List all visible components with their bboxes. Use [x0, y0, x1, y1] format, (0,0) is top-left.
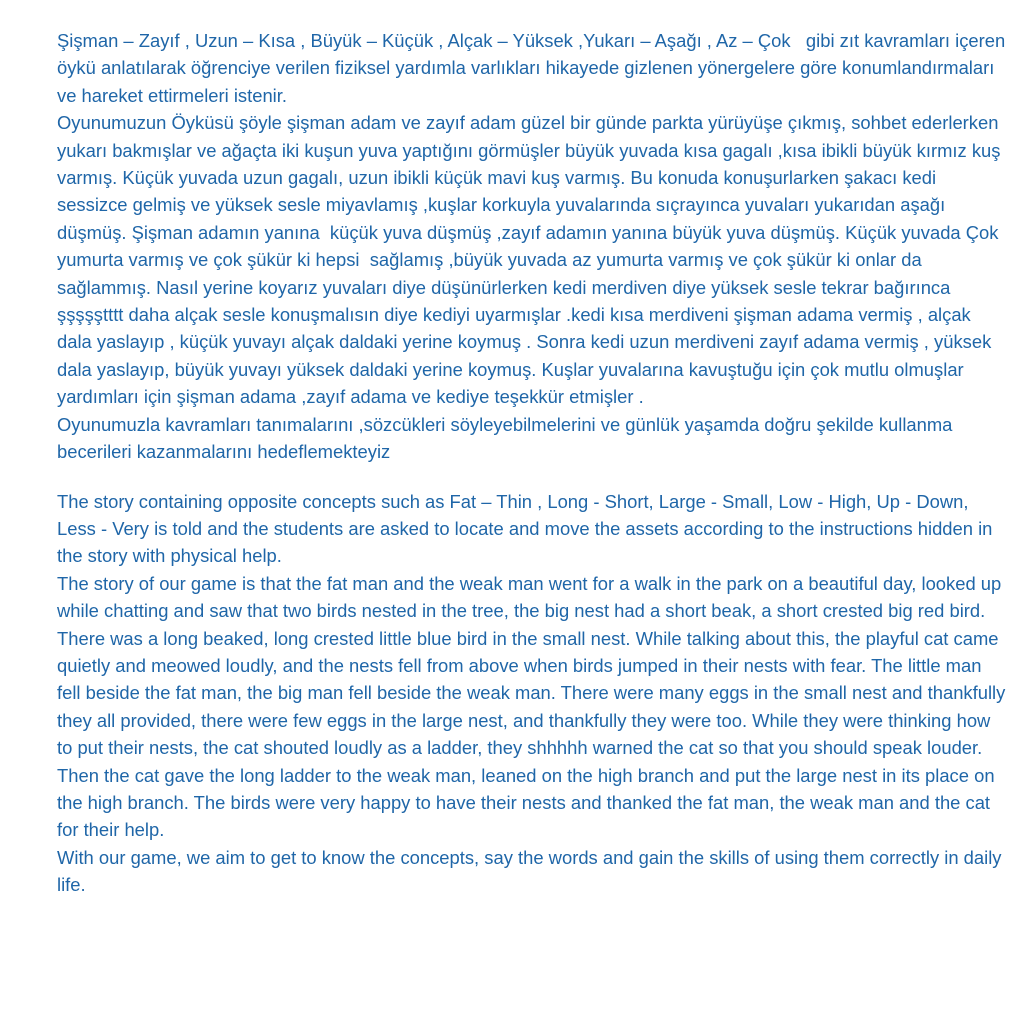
turkish-story-paragraph: Oyunumuzun Öyküsü şöyle şişman adam ve zayıf adam güzel bir günde parkta yürüyüşe çıkmış, sohbet ederlerken yukarı bakmışlar ve ağaçta iki kuşun yuva yaptığını görmüşler büyük yuvada kısa gagalı ,kısa ibikli büyük kırmız kuş varmış. Küçük yuvada uzun gagalı, uzun ibikli küçük mavi kuş varmış. Bu konuda konuşurlarken şakacı kedi sessizce gelmiş ve yüksek sesle miyavlamış ,kuşlar korkuyla yuvalarında sıçrayınca yuvaları yukarıdan aşağı düşmüş. Şişman adamın yanına küçük yuva düşmüş ,zayıf adamın yanına büyük yuva düşmüş. Küçük yuvada Çok yumurta varmış ve çok şükür ki hepsi sağlamış ,büyük yuvada az yumurta varmış ve çok şükür ki onlar da sağlammış. Nasıl yerine koyarız yuvaları diye düşünürlerken kedi merdiven diye yüksek sesle tekrar bağırınca şşşşştttt daha alçak sesle konuşmalısın diye kediyi uyarmışlar .kedi kısa merdiveni şişman adama vermiş , alçak dala yaslayıp , küçük yuvayı alçak daldaki yerine koymuş . Sonra kedi uzun merdiveni zayıf adama vermiş , yüksek dala yaslayıp, büyük yuvayı yüksek daldaki yerine koymuş. Kuşlar yuvalarına kavuştuğu için çok mutlu olmuşlar yardımları için şişman adama ,zayıf adama ve kediye teşekkür etmişler . — [57, 112, 1006, 408]
document-body — [57, 27, 1011, 899]
english-story-paragraph: The story of our game is that the fat man and the weak man went for a walk in the park on a beautiful day, looked up while chatting and saw that two birds nested in the tree, the big nest had a short beak, a short crested big red bird. There was a long beaked, long crested little blue bird in the small nest. While talking about this, the playful cat came quietly and meowed loudly, and the nests fell from above when birds jumped in their nests with fear. The little man fell beside the fat man, the big man fell beside the weak man. There were many eggs in the small nest and thankfully they all provided, there were few eggs in the large nest, and thankfully they were too. While they were thinking how to put their nests, the cat shouted loudly as a ladder, they shhhhh warned the cat so that you should speak louder. Then the cat gave the long ladder to the weak man, leaned on the high branch and put the large nest in its place on the high branch. The birds were very happy to have their nests and thanked the fat man, the weak man and the cat for their help. — [57, 572, 1011, 841]
turkish-section — [57, 27, 1011, 466]
english-goal-paragraph: With our game, we aim to get to know the concepts, say the words and gain the skills of using them correctly in daily life. — [57, 846, 1007, 896]
english-intro-paragraph: The story containing opposite concepts such as Fat – Thin , Long - Short, Large - Small, Low - High, Up - Down, Less - Very is told and the students are asked to locate and move the assets according to the instructions hidden in the story with physical help. — [57, 490, 998, 567]
section-divider-space — [57, 466, 1007, 488]
turkish-goal-paragraph: Oyunumuzla kavramları tanımalarını ,sözcükleri söyleyebilmelerini ve günlük yaşamda doğru şekilde kullanma becerileri kazanmalarını hedeflemekteyiz — [57, 413, 958, 463]
english-section — [57, 488, 1011, 899]
turkish-intro-paragraph: Şişman – Zayıf , Uzun – Kısa , Büyük – Küçük , Alçak – Yüksek ,Yukarı – Aşağı , Az – Çok gibi zıt kavramları içeren öykü anlatılarak öğrenciye verilen fiziksel yardımla varlıkları hikayede gizlenen yönergelere göre konumlandırmaları ve hareket ettirmeleri istenir. — [57, 30, 1011, 106]
